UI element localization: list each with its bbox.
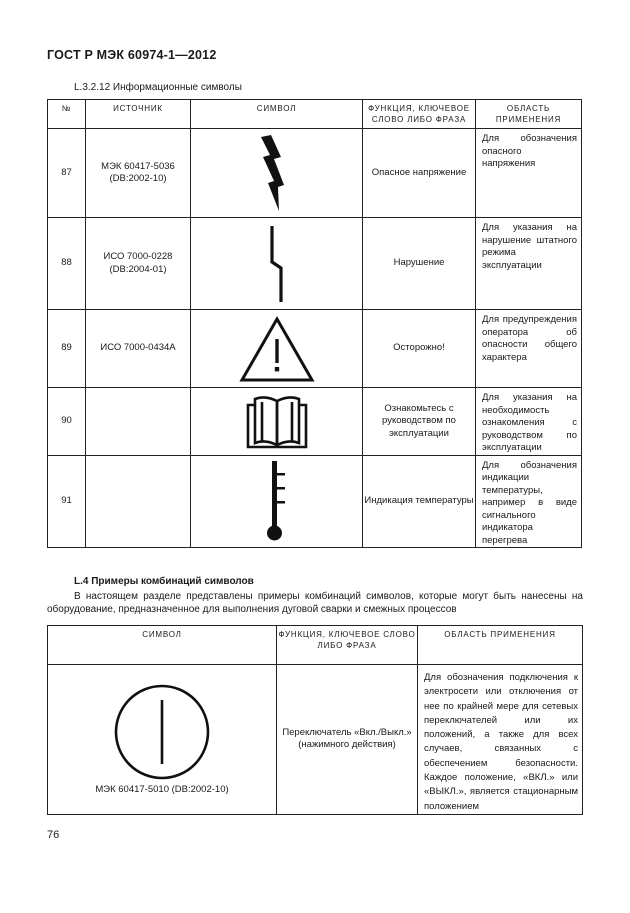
row-source	[86, 388, 191, 456]
row-function: Опасное напряжение	[363, 129, 476, 218]
row-number: 87	[48, 129, 86, 218]
thermometer-icon	[262, 459, 292, 543]
row-area: Для обозначения индикации температуры, например в виде сигнального индикатора перегрева	[476, 455, 582, 548]
table-row	[48, 388, 582, 456]
lightning-icon	[257, 133, 297, 213]
row-area: Для указания на нарушение штатного режима эксплуатации	[476, 218, 582, 310]
symbol-cell	[191, 218, 363, 310]
row-function: Индикация температуры	[363, 455, 476, 548]
warning-triangle-icon	[239, 315, 315, 383]
table-row	[48, 310, 582, 388]
row-source: ИСО 7000-0434А	[86, 310, 191, 388]
row-function: Переключатель «Вкл./Выкл.» (нажимного действия)	[277, 665, 418, 815]
header-source: ИСТОЧНИК	[86, 100, 191, 129]
row-area: Для обозначения опасного напряжения	[476, 129, 582, 218]
section-title: L.4 Примеры комбинаций символов	[74, 576, 254, 587]
row-function: Ознакомьтесь с руководством по эксплуатации	[363, 388, 476, 456]
header-area: ОБЛАСТЬ ПРИМЕНЕНИЯ	[476, 100, 582, 129]
row-area: Для обозначения подключения к электросети или отключения от нее по крайней мере для сетевых переключателей или их положений, а также для всех случаев, связанных с обеспечением безопасности. Каждое положение, «ВКЛ.» или «ВЫКЛ.», является стационарным положением	[418, 665, 583, 815]
section-paragraph: В настоящем разделе представлены примеры комбинаций символов, которые могут быть нанесены на оборудование, предназначенное для выполнения дуговой сварки и смежных процессов	[47, 591, 583, 615]
header-symbol: СИМВОЛ	[191, 100, 363, 129]
symbol-source: МЭК 60417-5010 (DB:2002-10)	[95, 784, 229, 796]
row-function: Осторожно!	[363, 310, 476, 388]
table-header-row	[48, 626, 583, 665]
section-caption: L.3.2.12 Информационные символы	[74, 82, 242, 93]
header-function: ФУНКЦИЯ, КЛЮЧЕВОЕ СЛОВО ЛИБО ФРАЗА	[363, 100, 476, 129]
header-num: №	[48, 100, 86, 129]
symbol-cell	[191, 455, 363, 548]
row-area: Для предупреждения оператора об опасности общего характера	[476, 310, 582, 388]
row-number: 91	[48, 455, 86, 548]
row-area: Для указания на необходимость ознакомления с руководством по эксплуатации	[476, 388, 582, 456]
table-header-row	[48, 100, 582, 129]
open-book-icon	[242, 393, 312, 449]
symbol-cell	[191, 310, 363, 388]
symbol-cell	[191, 388, 363, 456]
broken-line-icon	[262, 224, 292, 304]
symbol-cell	[191, 129, 363, 218]
page-number: 76	[47, 829, 60, 841]
symbol-combinations-table	[47, 625, 583, 815]
row-function: Нарушение	[363, 218, 476, 310]
table-row	[48, 455, 582, 548]
table-row	[48, 665, 583, 815]
table-row	[48, 129, 582, 218]
row-source: ИСО 7000-0228 (DB:2004-01)	[86, 218, 191, 310]
page-header: ГОСТ Р МЭК 60974-1—2012	[47, 48, 217, 62]
info-symbols-table	[47, 99, 582, 548]
header-area: ОБЛАСТЬ ПРИМЕНЕНИЯ	[418, 626, 583, 665]
row-number: 90	[48, 388, 86, 456]
power-switch-icon	[112, 682, 212, 782]
table-row	[48, 218, 582, 310]
header-symbol: СИМВОЛ	[48, 626, 277, 665]
row-number: 89	[48, 310, 86, 388]
row-source: МЭК 60417-5036 (DB:2002-10)	[86, 129, 191, 218]
row-number: 88	[48, 218, 86, 310]
header-function: ФУНКЦИЯ, КЛЮЧЕВОЕ СЛОВО ЛИБО ФРАЗА	[277, 626, 418, 665]
symbol-cell	[48, 665, 277, 815]
row-source	[86, 455, 191, 548]
